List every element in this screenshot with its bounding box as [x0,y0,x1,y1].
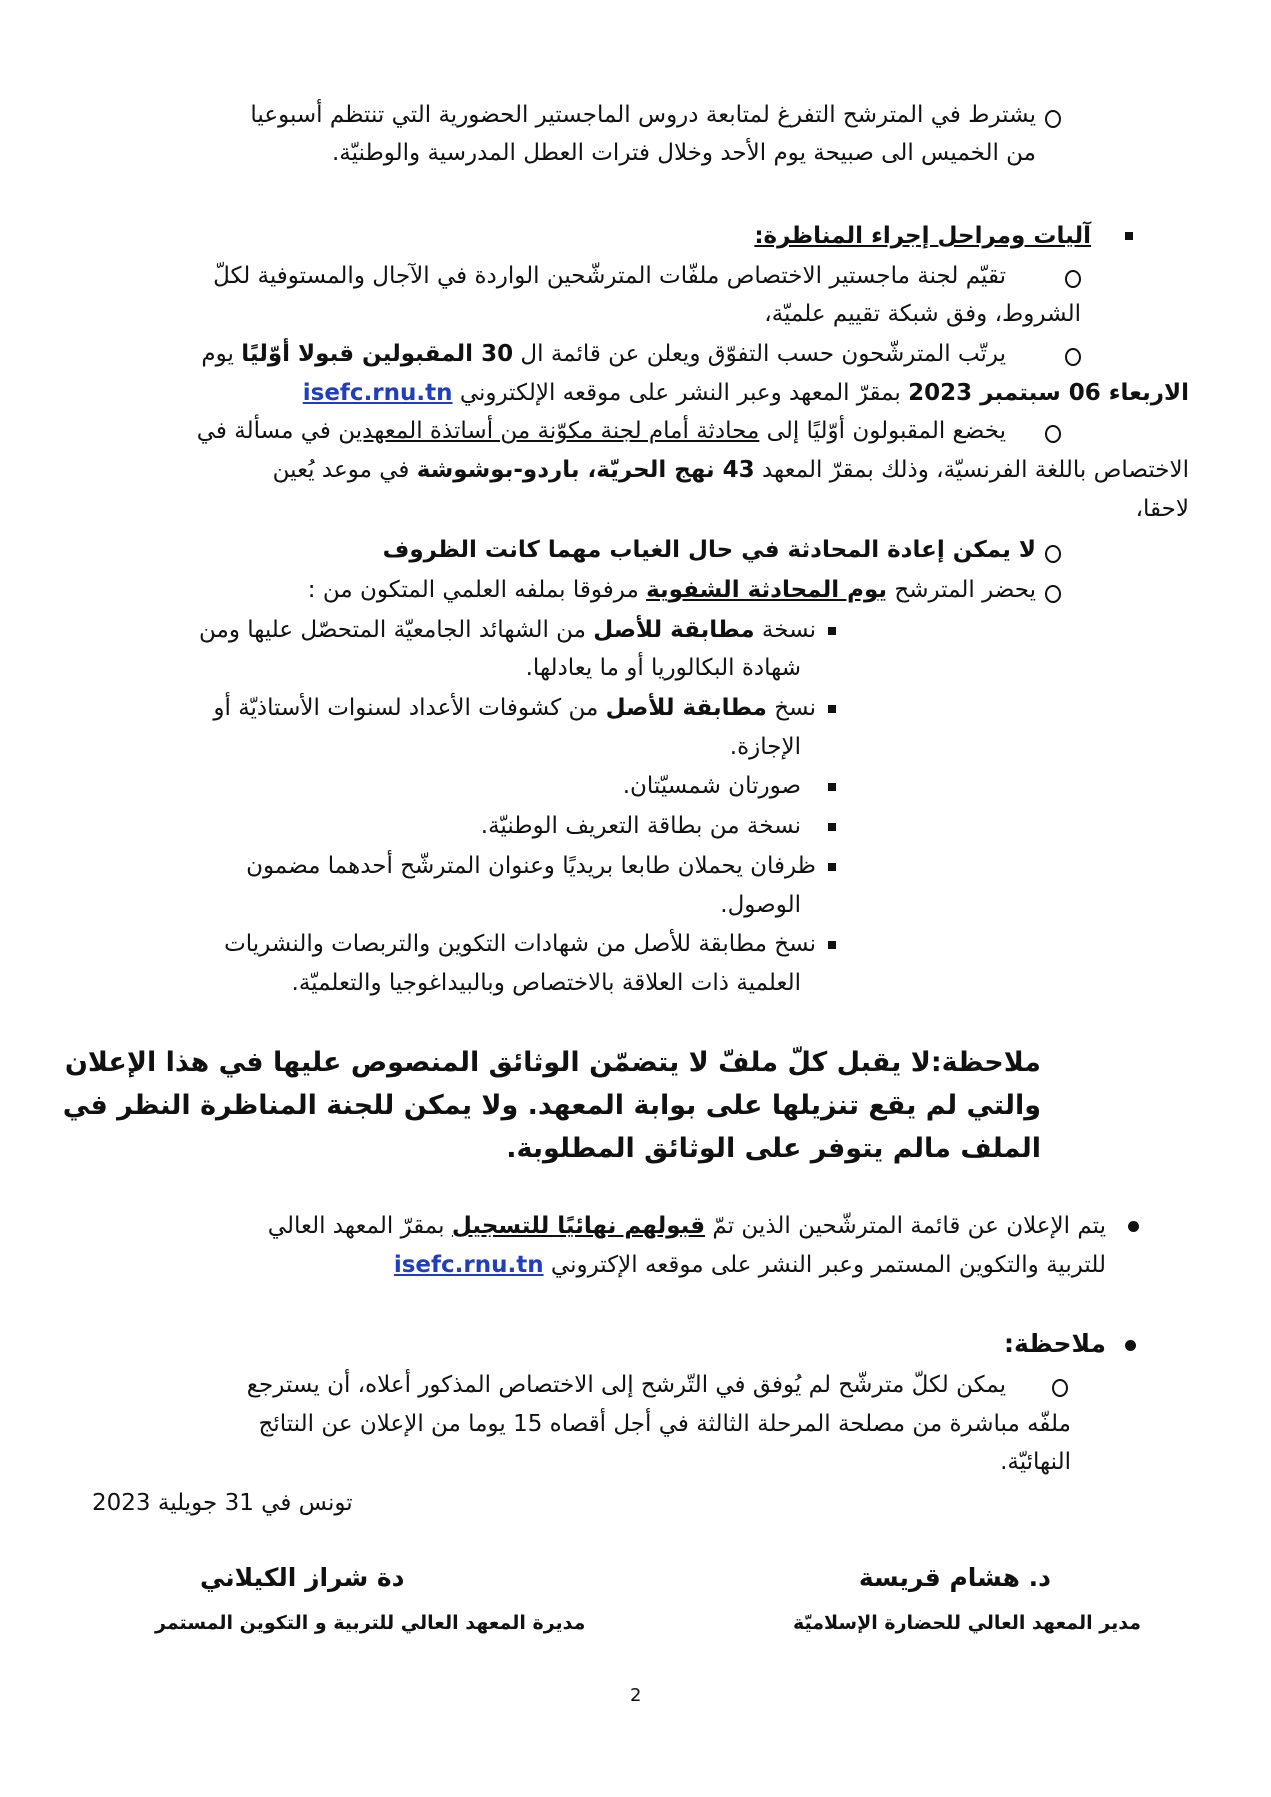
ranking-line-2: الاربعاء 06 سبتمبر 2023 بمقرّ المعهد وعبر النشر على موقعه الإلكتروني isefc.rnu.tn [302,380,1189,406]
right-signatory-title: مدير المعهد العالي للحضارة الإسلاميّة [792,1612,1141,1634]
final-list-line-2: للتربية والتكوين المستمر وعبر النشر على موقعه الإكتروني isefc.rnu.tn [393,1252,1106,1278]
doc-2-line-1: نسخ مطابقة للأصل من كشوفات الأعداد لسنوات الأستاذيّة أو [213,695,816,721]
left-signatory-name: دة شراز الكيلاني [200,1563,405,1592]
date-line: تونس في 31 جويلية 2023 [92,1490,353,1516]
doc-3-line: صورتان شمسيّتان. [622,773,801,799]
hollow-bullet-icon [1045,585,1061,603]
doc-4-line: نسخة من بطاقة التعريف الوطنيّة. [480,813,801,839]
section-title: آليات ومراحل إجراء المناظرة: [754,223,1091,249]
round-bullet-icon [1125,1340,1136,1351]
interview-line-2: الاختصاص باللغة الفرنسيّة، وذلك بمقرّ المعهد 43 نهج الحريّة، باردو-بوشوشة في موعد يُعين [272,457,1189,483]
condition-line-1: يشترط في المترشح التفرغ لمتابعة دروس الماجستير الحضورية التي تنتظم أسبوعيا [250,102,1036,128]
announcement-date: الاربعاء 06 سبتمبر 2023 [908,380,1189,406]
website-link[interactable]: isefc.rnu.tn [393,1252,544,1278]
square-bullet-icon [828,863,836,871]
square-bullet-icon [828,627,836,635]
website-link[interactable]: isefc.rnu.tn [302,380,453,406]
square-bullet-icon [828,941,836,949]
doc-2-line-2: الإجازة. [729,734,801,760]
hollow-bullet-icon [1045,545,1061,563]
evaluation-line-2: الشروط، وفق شبكة تقييم علميّة، [764,301,1081,327]
doc-6-line-2: العلمية ذات العلاقة بالاختصاص وبالبيداغوجيا والتعلميّة. [291,970,801,996]
note-line-2: والتي لم يقع تنزيلها على بوابة المعهد. ولا يمكن للجنة المناظرة النظر في [62,1090,1041,1121]
oral-interview-line: يحضر المترشح يوم المحادثة الشفوية مرفوقا بملفه العلمي المتكون من : [307,577,1036,603]
square-bullet-icon [828,783,836,791]
interview-line-3: لاحقا، [1135,496,1189,522]
doc-5-line-1: ظرفان يحملان طابعا بريديًا وعنوان المترشّح أحدهما مضمون [246,853,816,879]
hollow-bullet-icon [1065,348,1081,366]
hollow-bullet-icon [1045,110,1061,128]
doc-5-line-2: الوصول. [720,892,801,918]
note-line-1: ملاحظة:لا يقبل كلّ ملفّ لا يتضمّن الوثائق المنصوص عليها في هذا الإعلان [64,1047,1041,1078]
hollow-bullet-icon [1045,425,1061,443]
square-bullet-icon [828,823,836,831]
final-list-line-1: يتم الإعلان عن قائمة المترشّحين الذين تمّ قبولهم نهائيًا للتسجيل بمقرّ المعهد العالي [267,1213,1106,1239]
no-reinterview-line: لا يمكن إعادة المحادثة في حال الغياب مهما كانت الظروف [382,537,1036,563]
note2-title: ملاحظة: [1004,1329,1106,1358]
evaluation-line-1: تقيّم لجنة ماجستير الاختصاص ملفّات المترشّحين الواردة في الآجال والمستوفية لكلّ [213,263,1006,289]
right-signatory-name: د. هشام قريسة [858,1563,1051,1592]
doc-1-line-1: نسخة مطابقة للأصل من الشهائد الجامعيّة المتحصّل عليها ومن [198,617,816,643]
page-number: 2 [630,1685,642,1706]
hollow-bullet-icon [1065,270,1081,288]
admitted-count: 30 المقبولين قبولا أوّليًا [241,341,514,367]
ranking-line-1: يرتّب المترشّحون حسب التفوّق ويعلن عن قائمة ال 30 المقبولين قبولا أوّليًا يوم [201,341,1006,367]
left-signatory-title: مديرة المعهد العالي للتربية و التكوين المستمر [155,1612,586,1634]
note-line-3: الملف مالم يتوفر على الوثائق المطلوبة. [506,1133,1041,1164]
square-bullet-icon [1125,232,1133,240]
doc-1-line-2: شهادة البكالوريا أو ما يعادلها. [525,655,801,681]
round-bullet-icon [1128,1221,1139,1232]
hollow-bullet-icon [1052,1379,1068,1397]
doc-6-line-1: نسخ مطابقة للأصل من شهادات التكوين والتربصات والنشريات [224,931,816,957]
institute-address: 43 نهج الحريّة، باردو-بوشوشة [416,457,755,483]
note2-line-3: النهائيّة. [1000,1449,1071,1475]
interview-line-1: يخضع المقبولون أوّليًا إلى محادثة أمام لجنة مكوّنة من أساتذة المعهدين في مسألة في [196,418,1006,444]
note2-line-1: يمكن لكلّ مترشّح لم يُوفق في التّرشح إلى الاختصاص المذكور أعلاه، أن يسترجع [246,1372,1006,1398]
condition-line-2: من الخميس الى صبيحة يوم الأحد وخلال فترات العطل المدرسية والوطنيّة. [331,140,1036,166]
note2-line-2: ملفّه مباشرة من مصلحة المرحلة الثالثة في أجل أقصاه 15 يوما من الإعلان عن النتائج [258,1411,1071,1437]
square-bullet-icon [828,705,836,713]
